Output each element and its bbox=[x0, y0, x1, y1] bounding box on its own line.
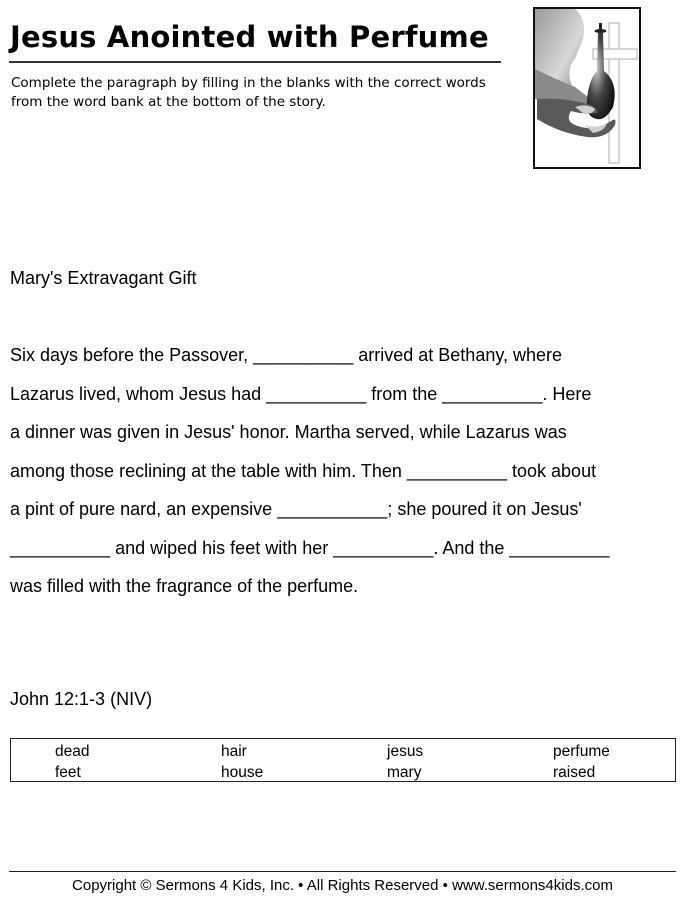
word-bank-item: raised bbox=[553, 764, 596, 781]
story-line bbox=[10, 375, 685, 414]
blank-field[interactable]: __________ bbox=[442, 383, 543, 404]
story-text: . And the bbox=[433, 537, 510, 558]
story-line bbox=[10, 452, 685, 491]
story-text: among those reclining at the table with him. Then bbox=[10, 460, 407, 481]
word-bank bbox=[10, 738, 676, 782]
word-bank-item: mary bbox=[387, 764, 422, 781]
word-bank-item: house bbox=[221, 764, 264, 781]
story-text: took about bbox=[507, 460, 597, 481]
word-bank-item: dead bbox=[55, 743, 90, 760]
story-line bbox=[10, 336, 685, 375]
instructions: Complete the paragraph by filling in the blanks with the correct words from the word bank at the bottom of the story. bbox=[11, 75, 486, 110]
word-bank-item: perfume bbox=[553, 743, 610, 760]
story-text: . Here bbox=[542, 383, 592, 404]
worksheet-title: Jesus Anointed with Perfume bbox=[10, 20, 489, 54]
blank-field[interactable]: __________ bbox=[266, 383, 367, 404]
story-line bbox=[10, 413, 685, 452]
story-line bbox=[10, 529, 685, 568]
title-underline bbox=[9, 61, 501, 63]
story-paragraph bbox=[10, 336, 685, 606]
perfume-flask-cross-illustration bbox=[533, 7, 641, 169]
footer-divider bbox=[9, 871, 676, 872]
blank-field[interactable]: __________ bbox=[509, 537, 610, 558]
scripture-reference: John 12:1-3 (NIV) bbox=[10, 689, 153, 709]
word-bank-item: jesus bbox=[387, 743, 424, 760]
story-text: a dinner was given in Jesus' honor. Martha served, while Lazarus was bbox=[10, 422, 567, 442]
story-text: ; she poured it on Jesus' bbox=[387, 499, 582, 519]
story-text: a pint of pure nard, an expensive bbox=[10, 499, 278, 519]
story-text: from the bbox=[366, 383, 443, 404]
word-bank-item: feet bbox=[55, 764, 81, 781]
blank-field[interactable]: __________ bbox=[333, 537, 434, 558]
story-text: Six days before the Passover, bbox=[10, 345, 254, 365]
story-text: Lazarus lived, whom Jesus had bbox=[10, 383, 267, 404]
story-line bbox=[10, 490, 685, 529]
blank-field[interactable]: ___________ bbox=[277, 499, 388, 519]
blank-field[interactable]: __________ bbox=[10, 537, 111, 558]
story-title: Mary's Extravagant Gift bbox=[10, 268, 197, 288]
illustration-icon bbox=[535, 9, 639, 167]
footer-copyright: Copyright © Sermons 4 Kids, Inc. • All Rights Reserved • www.sermons4kids.com bbox=[72, 877, 613, 894]
story-text: was filled with the fragrance of the perfume. bbox=[10, 576, 359, 596]
blank-field[interactable]: __________ bbox=[406, 460, 508, 481]
story-line bbox=[10, 567, 685, 606]
story-text: arrived at Bethany, where bbox=[353, 345, 563, 365]
word-bank-item: hair bbox=[221, 743, 247, 760]
blank-field[interactable]: __________ bbox=[253, 345, 354, 365]
story-text: and wiped his feet with her bbox=[110, 537, 334, 558]
